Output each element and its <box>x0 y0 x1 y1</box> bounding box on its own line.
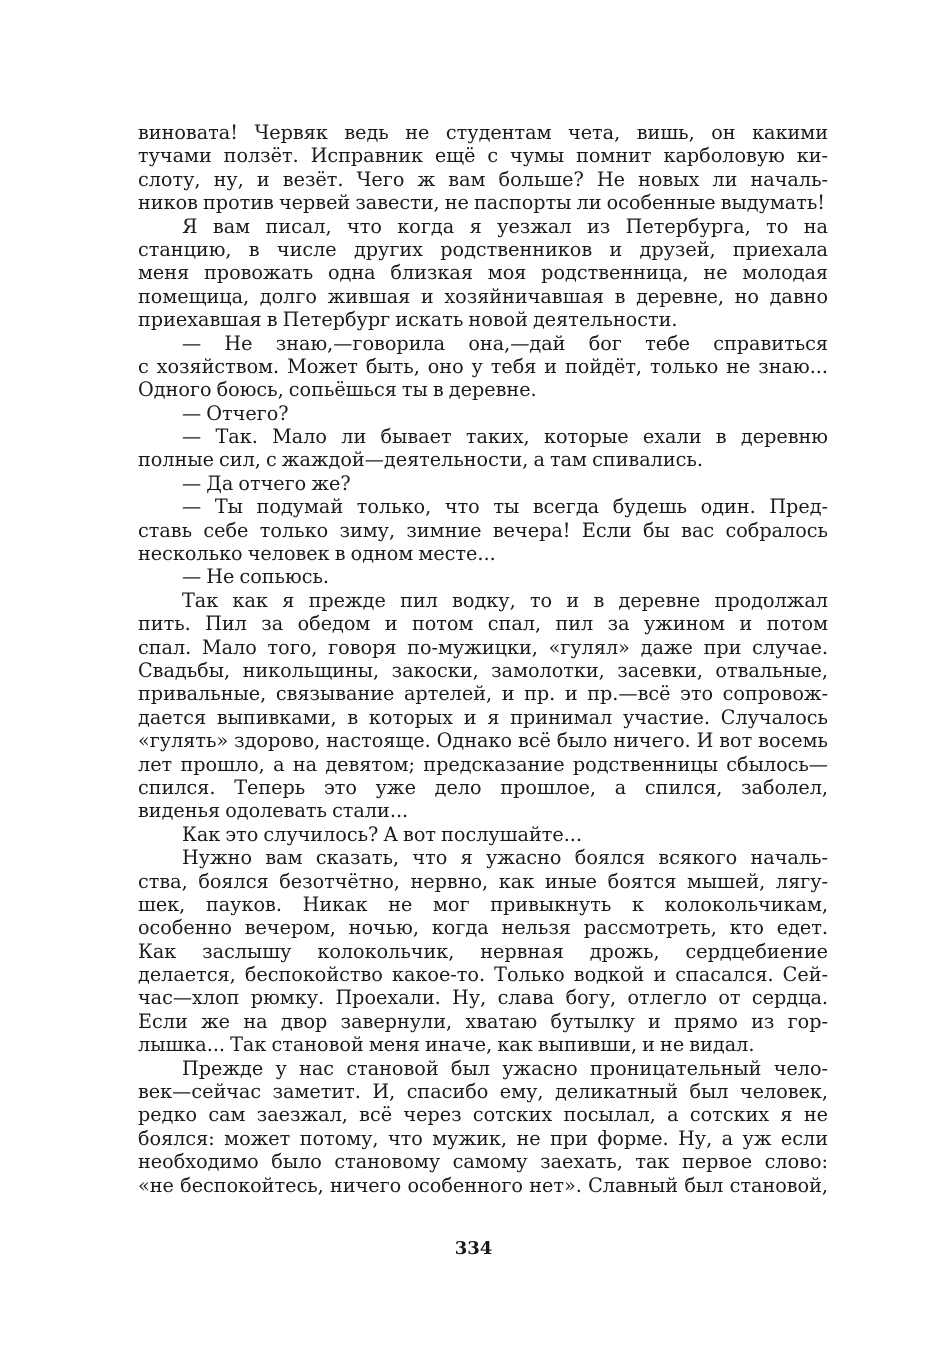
text-line: ников против червей завести, не паспорты ли особенные выдумать! <box>138 191 826 215</box>
text-line: меня провожать одна близкая моя родственница, не молодая <box>138 261 828 285</box>
text-line: Прежде у нас становой был ужасно проницательный чело- <box>182 1056 828 1080</box>
text-line: лет прошло, а на девятом; предсказание родственницы сбылось— <box>138 752 828 776</box>
text-line: спал. Мало того, говоря по-мужицки, «гулял» даже при случае. <box>138 635 828 659</box>
text-line: приехавшая в Петербург искать новой деятельности. <box>138 308 678 332</box>
text-line: полные сил, с жаждой—деятельности, а там спивались. <box>138 448 703 472</box>
text-line: виновата! Червяк ведь не студентам чета, вишь, он какими <box>138 121 828 144</box>
text-line: Как это случилось? А вот послушайте... <box>182 822 583 846</box>
text-line: Нужно вам сказать, что я ужасно боялся всякого началь- <box>182 846 828 870</box>
text-line: Свадьбы, никольщины, закоски, замолотки, засевки, отвальные, <box>138 658 828 682</box>
text-line: «не беспокойтесь, ничего особенного нет». Славный был становой, <box>138 1173 828 1197</box>
text-line: привальные, связывание артелей, и пр. и пр.—всё это сопровож- <box>138 682 828 706</box>
text-line: Я вам писал, что когда я уезжал из Петербурга, то на <box>182 214 828 238</box>
text-line: — Ты подумай только, что ты всегда будешь один. Пред- <box>182 495 828 519</box>
text-line: — Не сопьюсь. <box>182 565 330 589</box>
text-line: дается выпивками, в которых и я принимал участие. Случалось <box>138 705 828 729</box>
text-line: слоту, ну, и везёт. Чего ж вам больше? Не новых ли началь- <box>138 167 828 191</box>
page-number: 334 <box>454 1238 493 1259</box>
text-line: — Не знаю,—говорила она,—дай бог тебе справиться <box>182 331 828 355</box>
text-line: с хозяйством. Может быть, оно у тебя и пойдёт, только не знаю... <box>138 354 828 378</box>
text-line: Если же на двор завернули, хватаю бутылку и прямо из гор- <box>138 1009 828 1033</box>
text-line: станцию, в числе других родственников и друзей, приехала <box>138 237 828 261</box>
text-line: Одного боюсь, сопьёшься ты в деревне. <box>138 378 537 402</box>
text-line: — Да отчего же? <box>182 471 351 495</box>
text-line: делается, беспокойство какое-то. Только водкой и спасался. Сей- <box>138 963 828 987</box>
text-line: редко сам заезжал, всё через сотских посылал, а сотских я не <box>138 1103 828 1127</box>
text-line: тучами ползёт. Исправник ещё с чумы помнит карболовую ки- <box>138 144 828 168</box>
text-line: «гулять» здорово, настояще. Однако всё было ничего. И вот восемь <box>138 729 828 753</box>
text-line: век—сейчас заметит. И, спасибо ему, деликатный был человек, <box>138 1080 828 1104</box>
text-line: Так как я прежде пил водку, то и в деревне продолжал <box>182 588 828 612</box>
text-line: боялся: может потому, что мужик, не при форме. Ну, а уж если <box>138 1126 828 1150</box>
text-line: шек, пауков. Никак не мог привыкнуть к колокольчикам, <box>138 892 828 916</box>
text-line: — Так. Мало ли бывает таких, которые ехали в деревню <box>182 425 828 449</box>
text-line: Как заслышу колокольчик, нервная дрожь, сердцебиение <box>138 939 828 963</box>
text-line: спился. Теперь это уже дело прошлое, а спился, заболел, <box>138 775 828 799</box>
text-line: несколько человек в одном месте... <box>138 542 496 566</box>
text-line: ства, боялся безотчётно, нервно, как иные боятся мышей, лягу- <box>138 869 828 893</box>
text-line: виденья одолевать стали... <box>138 799 409 823</box>
text-line: пить. Пил за обедом и потом спал, пил за ужином и потом <box>138 612 828 636</box>
text-line: — Отчего? <box>182 401 289 425</box>
text-line: час—хлоп рюмку. Проехали. Ну, слава богу, отлегло от сердца. <box>138 986 828 1010</box>
text-line: необходимо было становому самому заехать, так первое слово: <box>138 1150 828 1174</box>
text-line: особенно вечером, ночью, когда нельзя рассмотреть, кто едет. <box>138 916 828 940</box>
text-line: ставь себе только зиму, зимние вечера! Если бы вас собралось <box>138 518 828 542</box>
text-line: помещица, долго жившая и хозяйничавшая в деревне, но давно <box>138 284 828 308</box>
text-line: лышка... Так становой меня иначе, как выпивши, и не видал. <box>138 1033 755 1057</box>
body-text <box>138 121 828 1197</box>
